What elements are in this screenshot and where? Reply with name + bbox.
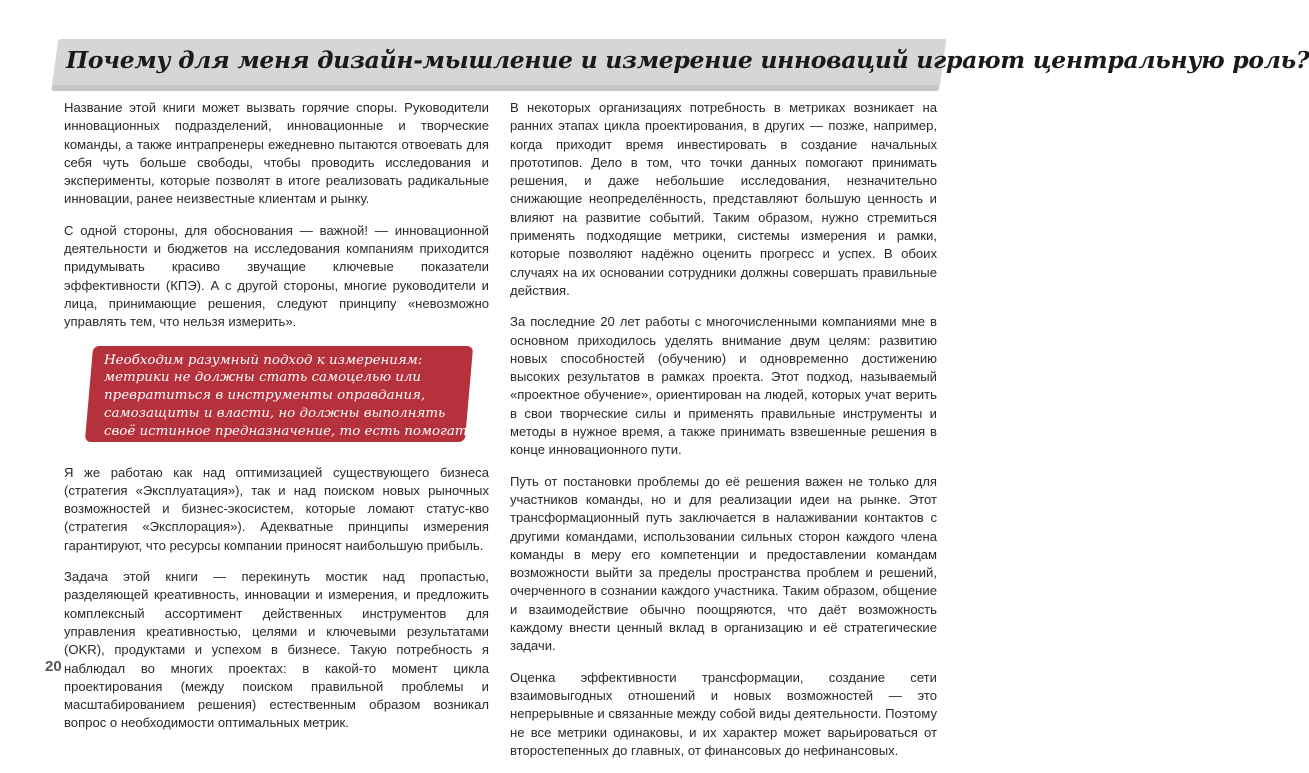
paragraph: В некоторых организациях потребность в метриках возникает на ранних этапах цикла проектирования, в других — позже, например, когда приходит время инвестировать в создание начальных прототипов. Дело в том, что точки данных помогают принимать решения, и даже небольшие исследования, незначительно снижающие неопределённость, представляют большую ценность и влияют на развитие событий. Таким образом, нужно стремиться применять подходящие метрики, системы измерения и рамки, которые позволяют надёжно оценить прогресс и успех. В обоих случаях на их основании сотрудники должны совершать правильные действия.	[510, 100, 937, 298]
paragraph: Я же работаю как над оптимизацией существующего бизнеса (стратегия «Эксплуатация»), так и над поиском новых рыночных возможностей и бизнес-экосистем, которые ломают статус-кво (стратегия «Эксплорация»). Адекватные принципы измерения гарантируют, что ресурсы компании приносят наибольшую прибыль.	[64, 464, 489, 553]
callout-text: Необходим разумный подход к измерениям: метрики не должны стать самоцелью или превратиться в инструменты оправдания, самозащиты и власти, но должны выполнять своё истинное предназначение, то есть помогать вдумчиво определять направление.	[104, 352, 475, 457]
paragraph: Название этой книги может вызвать горячие споры. Руководители инновационных подразделений, инновационные и творческие команды, а также интрапренеры ежедневно пытаются отвоевать для себя чуть больше свободы, чтобы проводить исследования и эксперименты, которые позволят в итоге реализовать радикальные инновации, ранее неизвестные клиентам и рынку.	[64, 100, 489, 207]
page-title: Почему для меня дизайн-мышление и измерение инноваций играют центральную роль?	[66, 46, 1309, 74]
paragraph: Оценка эффективности трансформации, создание сети взаимовыгодных отношений и новых возможностей — это непрерывные и связанные между собой виды деятельности. Поэтому не все метрики одинаковы, и их характер может варьироваться от второстепенных до главных, от финансовых до нефинансовых.	[510, 669, 937, 758]
paragraph: За последние 20 лет работы с многочисленными компаниями мне в основном приходилось уделять внимание двум целям: развитию новых способностей (обучению) и одновременно достижению высоких результатов в рамках проекта. Этот подход, называемый «проектное обучение», ориентирован на людей, которых учат верить в свои творческие силы и применять правильные инструменты и методы в нужное время, а также принимать взвешенные решения в конце инновационного пути.	[510, 314, 937, 458]
paragraph: Путь от постановки проблемы до её решения важен не только для участников команды, но и для реализации идеи на рынке. Этот трансформационный путь заключается в налаживании контактов с другими командами, использовании сильных сторон каждого члена команды в меру его компетенции и предоставлении командам возможности выйти за пределы пространства проблем и решений, очерченного в сознании каждого участника. Таким образом, общение и взаимодействие обычно поощряются, что даёт возможность каждому внести ценный вклад в организацию и её стратегические задачи.	[510, 473, 937, 654]
paragraph: Задача этой книги — перекинуть мостик над пропастью, разделяющей креативность, инновации и измерения, и предложить комплексный ассортимент действенных инструментов для управления креативностью, целями и ключевыми результатами (OKR), продуктами и успехом в бизнесе. Такую потребность я наблюдал во многих проектах: в какой-то момент цикла проектирования (между поиском правильной проблемы и масштабированием решения) естественным образом возникал вопрос о необходимости оптимальных метрик.	[64, 569, 489, 731]
callout-box	[64, 346, 489, 457]
paragraph: С одной стороны, для обоснования — важной! — инновационной деятельности и бюджетов на исследования компаниям приходится придумывать красиво звучащие ключевые показатели эффективности (КПЭ). А с другой стороны, многие руководители и лица, принимающие решения, следуют принципу «невозможно управлять тем, что нельзя измерить».	[64, 222, 489, 330]
right-column	[510, 99, 937, 773]
left-column	[64, 99, 489, 746]
page-number: 20	[45, 658, 62, 675]
